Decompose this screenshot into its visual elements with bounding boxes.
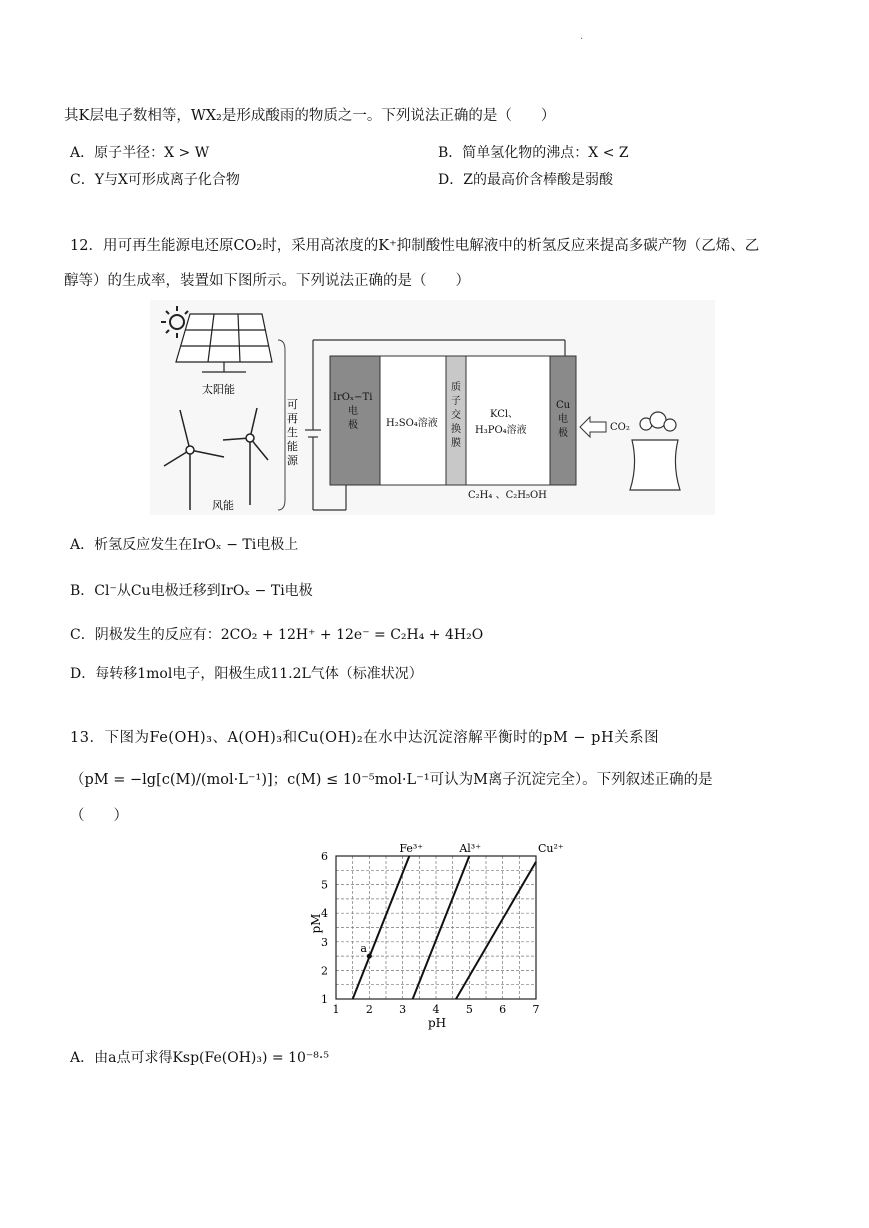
svg-text:可: 可 [287, 398, 298, 411]
co2-label: CO₂ [610, 422, 630, 433]
point-a-label: a [360, 942, 367, 956]
chart-ticks [321, 850, 540, 1016]
y-tick-label: 4 [321, 907, 328, 921]
svg-text:极: 极 [348, 420, 358, 431]
svg-text:能: 能 [287, 440, 298, 453]
q11-option-c: C．Y与X可形成离子化合物 [70, 172, 240, 188]
q13-option-a: A．由a点可求得Ksp(Fe(OH)₃) = 10⁻⁸·⁵ [70, 1050, 329, 1066]
x-axis-label: pH [428, 1016, 447, 1030]
wind-label: 风能 [212, 499, 234, 512]
svg-text:源: 源 [287, 454, 298, 467]
q12-option-c: C．阴极发生的反应有：2CO₂ + 12H⁺ + 12e⁻ = C₂H₄ + 4H₂O [70, 627, 484, 643]
svg-text:交: 交 [451, 410, 461, 421]
q12-stem-line1: 12．用可再生能源电还原CO₂时，采用高浓度的K⁺抑制酸性电解液中的析氢反应来提高多碳产物（乙烯、乙 [70, 238, 760, 254]
svg-text:子: 子 [451, 396, 461, 407]
svg-text:换: 换 [451, 424, 461, 435]
source-label [287, 398, 299, 467]
svg-text:再: 再 [287, 412, 298, 425]
series-label: Fe³⁺ [399, 842, 424, 855]
point-a [367, 954, 372, 959]
q12-stem-line2: 醇等）的生成率，装置如下图所示。下列说法正确的是（ ） [64, 273, 470, 289]
svg-text:生: 生 [287, 426, 298, 439]
series-label: Al³⁺ [459, 842, 482, 855]
y-tick-label: 5 [321, 878, 328, 892]
series-line [456, 862, 536, 999]
x-tick-label: 7 [532, 1003, 540, 1016]
pm-ph-chart [300, 838, 575, 1036]
y-tick-label: 1 [321, 993, 328, 1006]
series-label: Cu²⁺ [538, 842, 564, 855]
anode-label: IrOₓ−Ti [333, 392, 373, 403]
q12-option-d: D．每转移1mol电子，阳极生成11.2L气体（标准状况） [70, 666, 423, 682]
svg-text:电: 电 [558, 414, 568, 425]
chart-grid [336, 856, 536, 999]
svg-text:电: 电 [348, 406, 358, 417]
svg-text:膜: 膜 [451, 438, 461, 449]
y-axis-label: pM [309, 913, 323, 934]
q13-stem-line1: 13．下图为Fe(OH)₃、A(OH)₃和Cu(OH)₂在水中达沉淀溶解平衡时的pM − pH关系图 [70, 730, 660, 746]
q11-option-a: A．原子半径：X > W [70, 145, 210, 161]
q11-option-b: B．简单氢化物的沸点：X < Z [438, 145, 629, 161]
products-label: C₂H₄ 、C₂H₅OH [468, 490, 547, 501]
membrane-label: 质 [451, 382, 461, 393]
x-tick-label: 1 [332, 1003, 340, 1016]
x-tick-label: 4 [432, 1003, 440, 1016]
x-tick-label: 3 [399, 1003, 407, 1016]
svg-text:极: 极 [558, 428, 568, 439]
y-tick-label: 2 [321, 964, 328, 978]
q13-stem-line2: （pM = −lg[c(M)/(mol·L⁻¹)]；c(M) ≤ 10⁻⁵mol·L⁻¹可认为M离子沉淀完全）。下列叙述正确的是 [70, 772, 713, 788]
cathode-label: Cu [556, 400, 571, 411]
solar-label: 太阳能 [202, 383, 235, 396]
left-solution-label: H₂SO₄溶液 [386, 418, 438, 429]
top-dot: · [580, 34, 584, 45]
q12-option-a: A．析氢反应发生在IrOₓ − Ti电极上 [70, 537, 299, 553]
svg-text:H₃PO₄溶液: H₃PO₄溶液 [475, 425, 527, 436]
electrolysis-figure [150, 300, 715, 515]
x-tick-label: 2 [365, 1003, 373, 1016]
x-tick-label: 5 [465, 1003, 473, 1016]
y-tick-label: 3 [321, 935, 328, 949]
q12-option-b: B．Cl⁻从Cu电极迁移到IrOₓ − Ti电极 [70, 583, 313, 599]
y-tick-label: 6 [321, 850, 328, 863]
x-tick-label: 6 [499, 1003, 507, 1016]
q11-stem: 其K层电子数相等，WX₂是形成酸雨的物质之一。下列说法正确的是（ ） [64, 108, 556, 124]
q11-option-d: D．Z的最高价含棒酸是弱酸 [438, 172, 613, 188]
right-solution-label: KCl、 [490, 409, 519, 420]
q13-stem-line3: （ ） [70, 808, 128, 824]
chart-series [353, 842, 564, 999]
